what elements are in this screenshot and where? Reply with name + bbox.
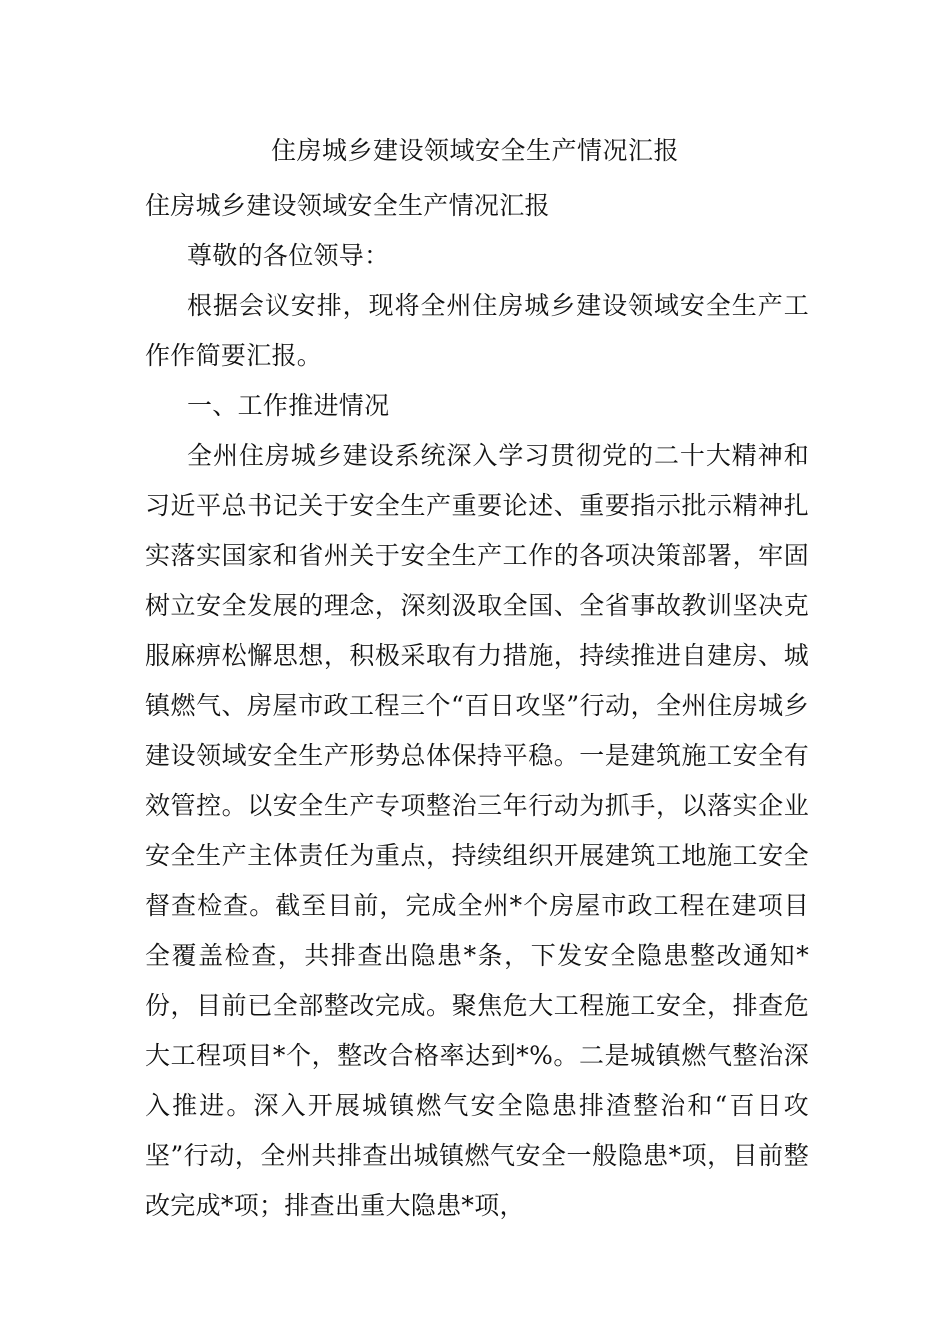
intro-paragraph: 根据会议安排，现将全州住房城乡建设领域安全生产工作作简要汇报。 [145,291,809,370]
document-subtitle: 住房城乡建设领域安全生产情况汇报 [145,191,550,220]
body-paragraph: 全州住房城乡建设系统深入学习贯彻党的二十大精神和习近平总书记关于安全生产重要论述、重要指示批示精神扎实落实国家和省州关于安全生产工作的各项决策部署，牢固树立安全发展的理念，深刻汲取全国、全省事故教训坚决克服麻痹松懈思想，积极采取有力措施，持续推进自建房、城镇燃气、房屋市政工程三个“百日攻坚”行动，全州住房城乡建设领域安全生产形势总体保持平稳。一是建筑施工安全有效管控。以安全生产专项整治三年行动为抓手，以落实企业安全生产主体责任为重点，持续组织开展建筑工地施工安全督查检查。截至目前，完成全州*个房屋市政工程在建项目全覆盖检查，共排查出隐患*条，下发安全隐患整改通知*份，目前已全部整改完成。聚焦危大工程施工安全，排查危大工程项目*个，整改合格率达到*%。二是城镇燃气整治深入推进。深入开展城镇燃气安全隐患排渣整治和“百日攻坚”行动，全州共排查出城镇燃气安全一般隐患*项，目前整改完成*项；排查出重大隐患*项， [145,441,809,1220]
document-body [145,181,809,1231]
salutation: 尊敬的各位领导： [187,241,390,270]
document-title: 住房城乡建设领域安全生产情况汇报 [270,136,679,165]
section-heading: 一、工作推进情况 [187,391,390,420]
